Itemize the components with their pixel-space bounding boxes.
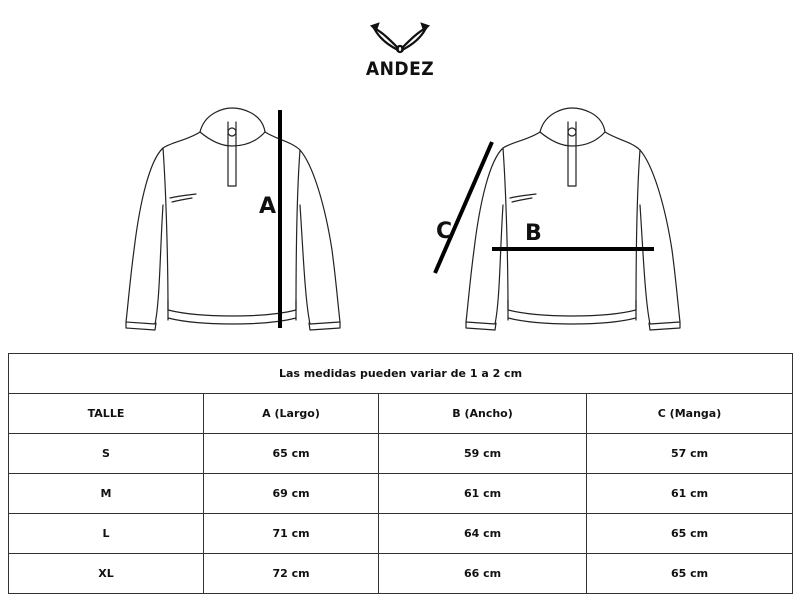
sleeve-cell: 61 cm	[587, 474, 793, 514]
sleeve-cell: 65 cm	[587, 514, 793, 554]
table-header-row	[9, 394, 793, 434]
length-cell: 69 cm	[204, 474, 379, 514]
header-talle: TALLE	[9, 394, 204, 434]
label-b: B	[525, 221, 542, 246]
width-cell: 66 cm	[379, 554, 587, 594]
table-row	[9, 514, 793, 554]
length-cell: 65 cm	[204, 434, 379, 474]
width-cell: 61 cm	[379, 474, 587, 514]
table-row	[9, 474, 793, 514]
label-c: C	[436, 219, 453, 244]
size-cell: M	[9, 474, 204, 514]
sweatshirt-front-left	[126, 108, 340, 330]
width-cell: 64 cm	[379, 514, 587, 554]
size-cell: XL	[9, 554, 204, 594]
header-c: C (Manga)	[587, 394, 793, 434]
size-cell: L	[9, 514, 204, 554]
table-row	[9, 434, 793, 474]
sleeve-measure-line	[435, 142, 492, 273]
size-cell: S	[9, 434, 204, 474]
table-row	[9, 554, 793, 594]
sleeve-cell: 57 cm	[587, 434, 793, 474]
measurement-note: Las medidas pueden variar de 1 a 2 cm	[9, 354, 793, 394]
label-a: A	[259, 194, 277, 219]
brand-name: ANDEZ	[365, 58, 435, 80]
sweatshirt-front-right	[466, 108, 680, 330]
size-table	[8, 353, 793, 594]
length-cell: 71 cm	[204, 514, 379, 554]
length-cell: 72 cm	[204, 554, 379, 594]
width-cell: 59 cm	[379, 434, 587, 474]
header-a: A (Largo)	[204, 394, 379, 434]
header-b: B (Ancho)	[379, 394, 587, 434]
sleeve-cell: 65 cm	[587, 554, 793, 594]
